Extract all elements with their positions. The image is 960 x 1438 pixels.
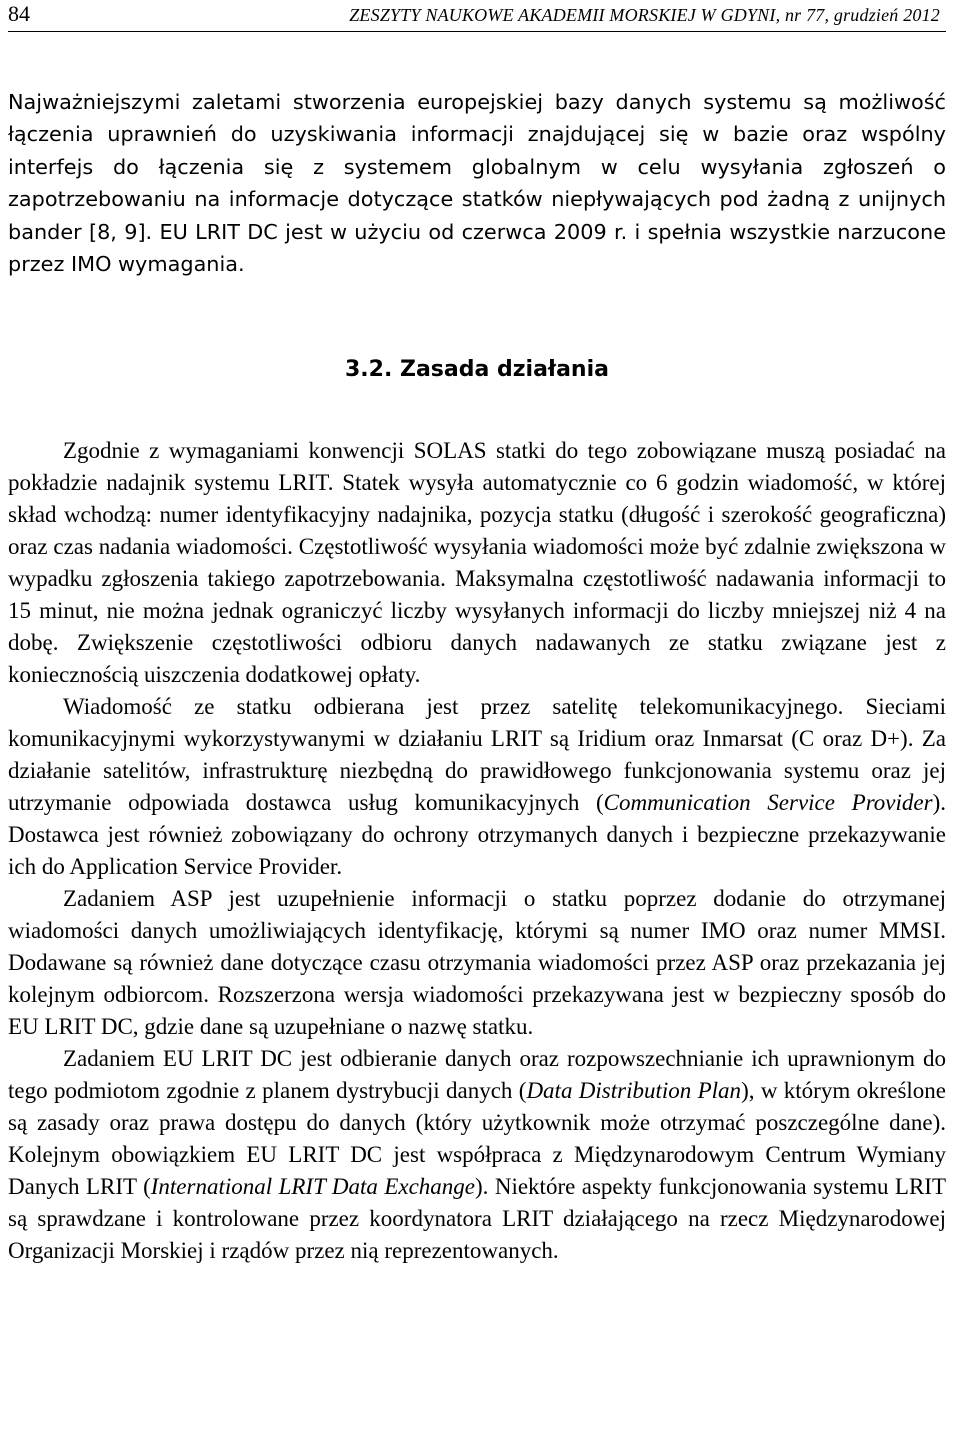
body-paragraph: Zadaniem EU LRIT DC jest odbieranie danych oraz rozpowszechnianie ich uprawnionym do tego podmiotom zgodnie z planem dystrybucji danych (Data Distribution Plan), w którym określone są zasady oraz prawa dostępu do danych (który użytkownik może otrzymać poszczególne dane). Kolejnym obowiązkiem EU LRIT DC jest współpraca z Międzynarodowym Centrum Wymiany Danych LRIT (International LRIT Data Exchange). Niektóre aspekty funkcjonowania systemu LRIT są sprawdzane i kontrolowane przez koordynatora LRIT działającego na rzecz Międzynarodowej Organizacji Morskiej i rządów przez nią reprezentowanych. bbox=[8, 1046, 947, 1264]
page-number: 84 bbox=[8, 1, 30, 26]
page-header bbox=[8, 0, 946, 32]
italic-term: Data Distribution Plan bbox=[526, 1078, 742, 1104]
body-paragraph: Zgodnie z wymaganiami konwencji SOLAS statki do tego zobowiązane muszą posiadać na pokładzie nadajnik systemu LRIT. Statek wysyła automatycznie co 6 godzin wiadomość, w której skład wchodzą: numer identyfikacyjny nadajnika, pozycja statku (długość i szerokość geograficzna) oraz czas nadania wiadomości. Częstotliwość wysyłania wiadomości może być zdalnie zwiększona w wypadku zgłoszenia takiego zapotrzebowania. Maksymalna częstotliwość nadawania informacji to 15 minut, nie można jednak ograniczyć liczby wysyłanych informacji do liczby mniejszej niż 4 na dobę. Zwiększenie częstotliwości odbioru danych nadawanych ze statku związane jest z koniecznością uiszczenia dodatkowej opłaty. bbox=[8, 438, 946, 688]
body-paragraph: Wiadomość ze statku odbierana jest przez satelitę telekomunikacyjnego. Sieciami komunikacyjnymi wykorzystywanymi w działaniu LRIT są Iridium oraz Inmarsat (C oraz D+). Za działanie satelitów, infrastrukturę niezbędną do prawidłowego funkcjonowania systemu oraz jej utrzymanie odpowiada dostawca usług komunikacyjnych (Communication Service Provider). Dostawca jest również zobowiązany do ochrony otrzymanych danych i bezpieczne przekazywanie ich do Application Service Provider. bbox=[8, 694, 946, 880]
italic-term: Communication Service Provider bbox=[603, 790, 933, 816]
body-paragraph: Zadaniem ASP jest uzupełnienie informacji o statku poprzez dodanie do otrzymanej wiadomości danych umożliwiających identyfikację, którymi są numer IMO oraz numer MMSI. Dodawane są również dane dotyczące czasu otrzymania wiadomości przez ASP oraz przekazania jej kolejnym odbiorcom. Rozszerzona wersja wiadomości przekazywana jest w bezpieczny sposób do EU LRIT DC, gdzie dane są uzupełniane o nazwę statku. bbox=[8, 886, 946, 1040]
section-heading: 3.2. Zasada działania bbox=[345, 357, 609, 383]
italic-term: International LRIT Data Exchange bbox=[150, 1174, 475, 1200]
running-head: ZESZYTY NAUKOWE AKADEMII MORSKIEJ W GDYNI, nr 77, grudzień 2012 bbox=[349, 5, 940, 25]
intro-paragraph: Najważniejszymi zaletami stworzenia europejskiej bazy danych systemu są możliwość łączenia uprawnień do uzyskiwania informacji znajdującej się w bazie oraz wspólny interfejs do łączenia się z systemem globalnym w celu wysyłania zgłoszeń o zapotrzebowaniu na informacje dotyczące statków niepływających pod żadną z unijnych bander [8, 9]. EU LRIT DC jest w użyciu od czerwca 2009 r. i spełnia wszystkie narzucone przez IMO wymagania. bbox=[8, 90, 946, 277]
